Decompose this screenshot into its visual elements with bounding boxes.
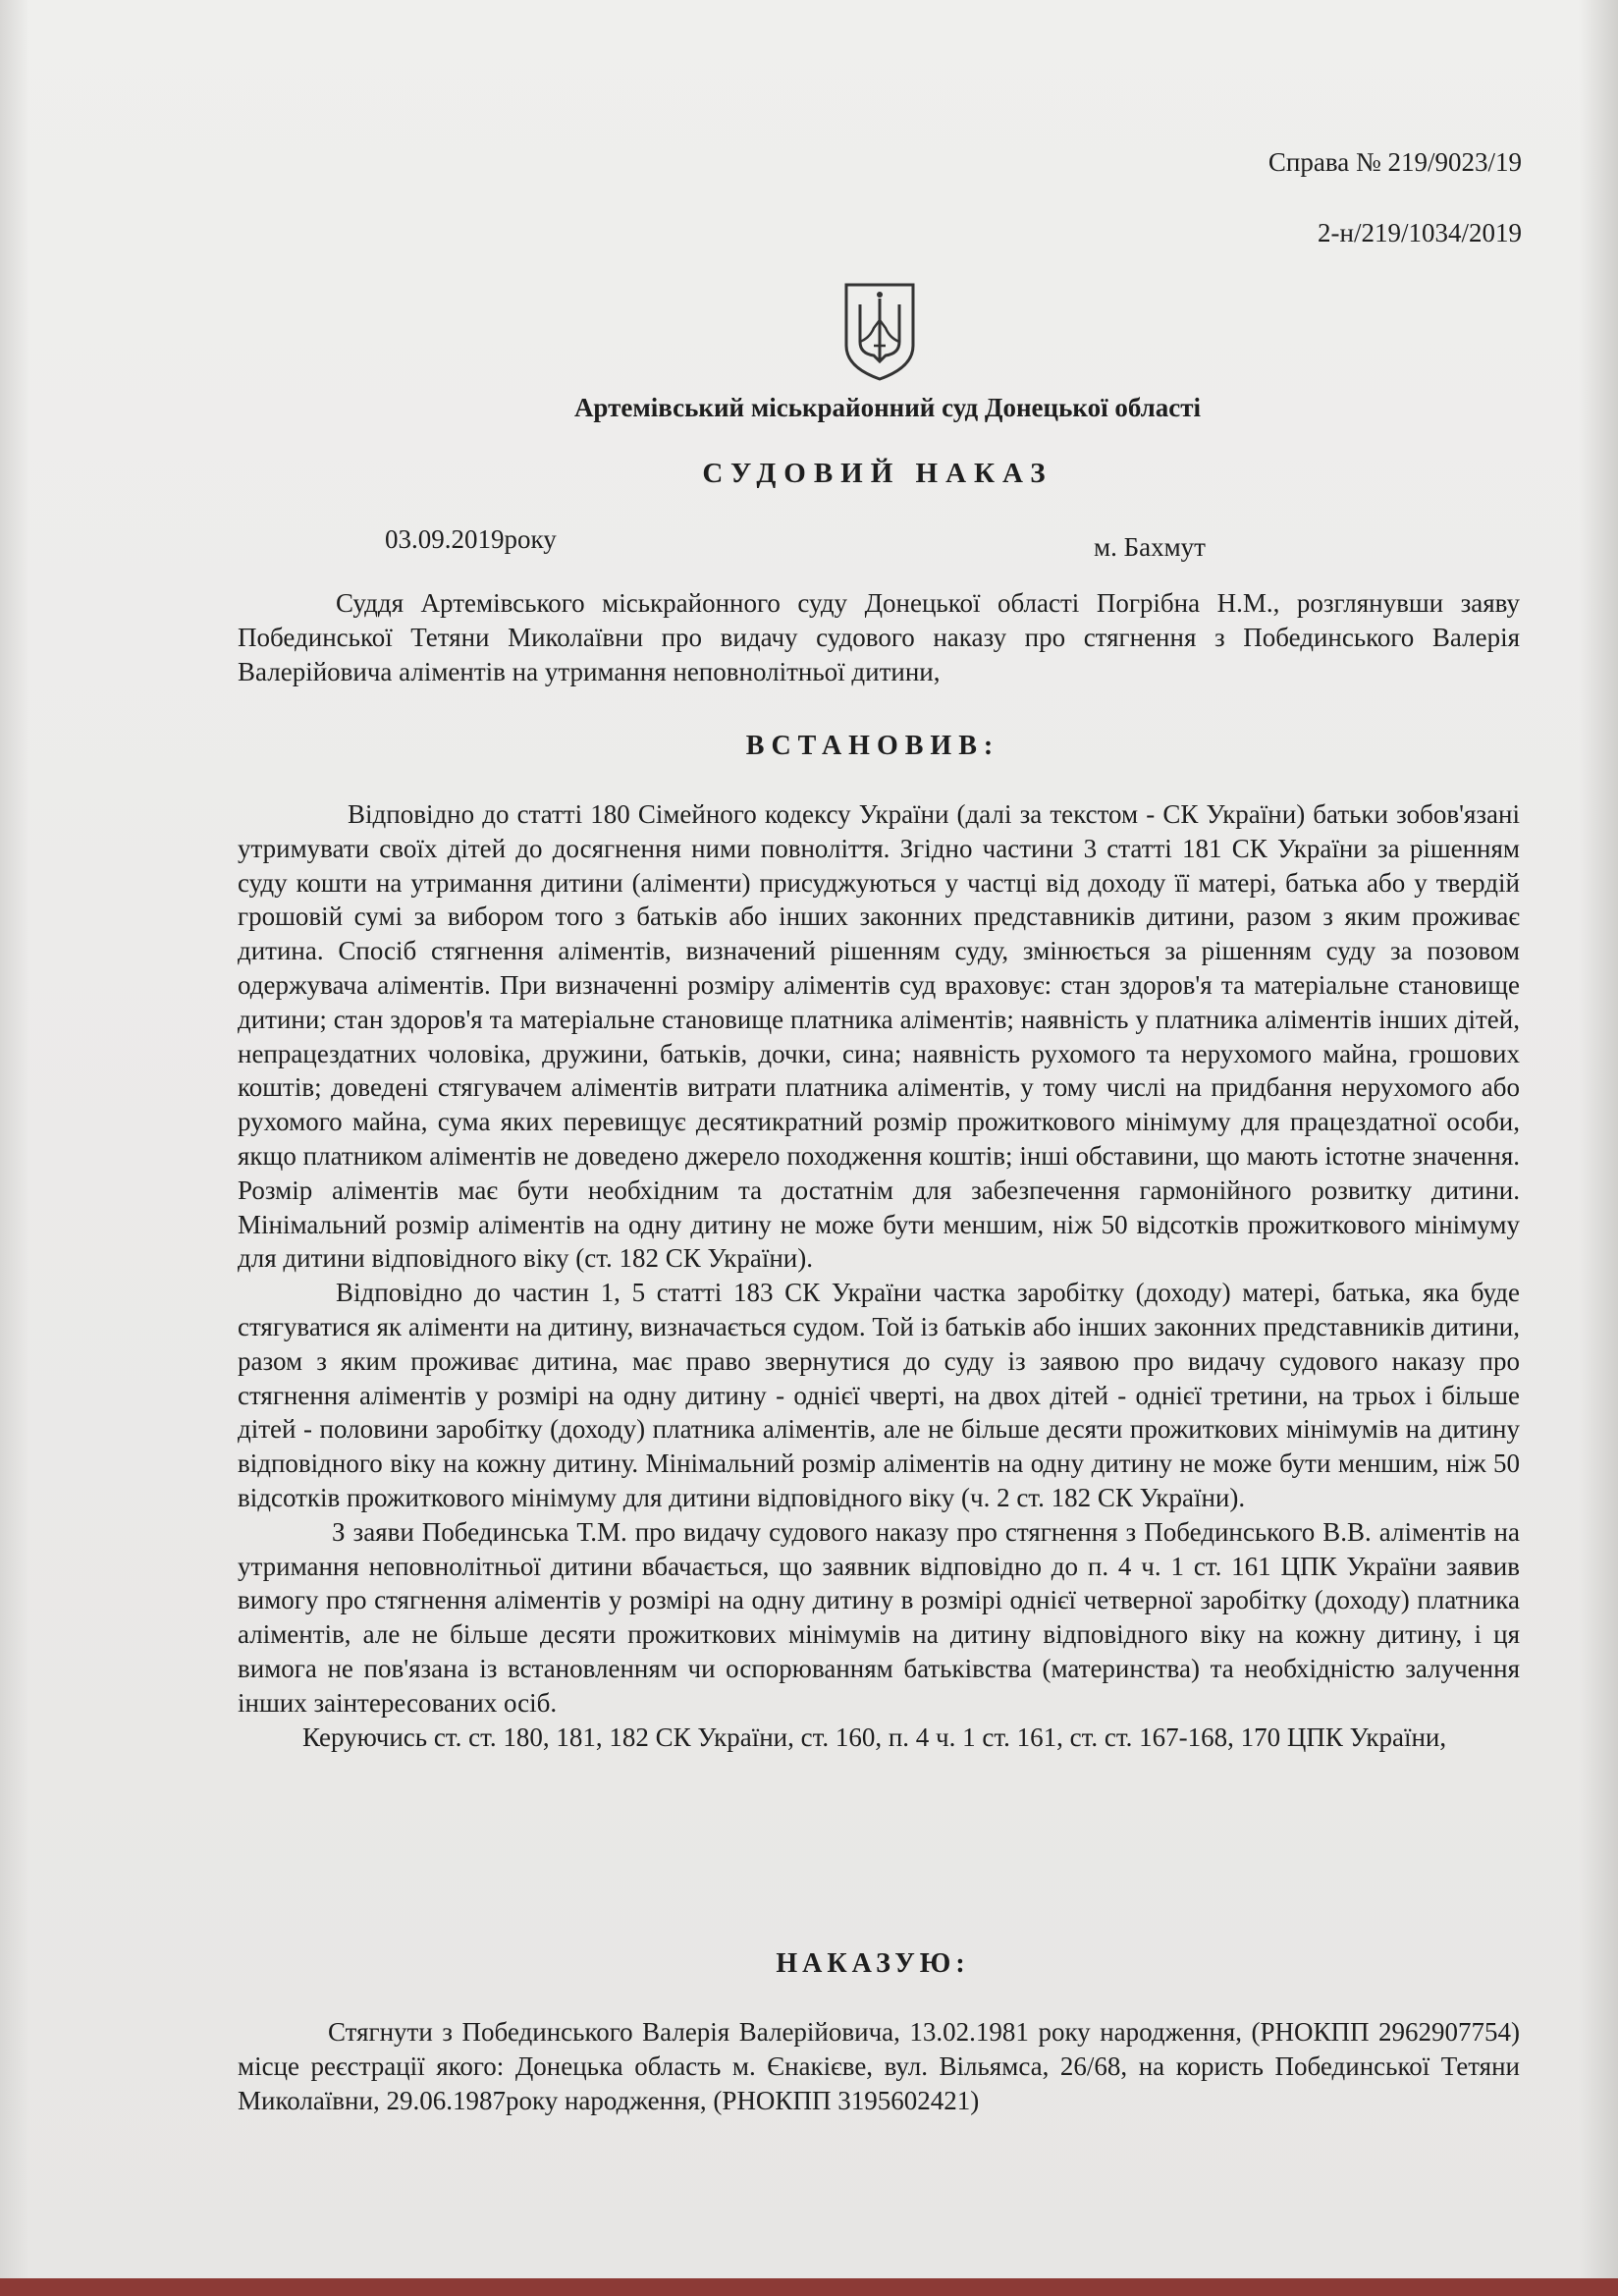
paragraph: З заяви Побединська Т.М. про видачу судового наказу про стягнення з Побединського В.В. аліментів на утримання неповнолітньої дитини вбачається, що заявник відповідно до п. 4 ч. 1 ст. 161 ЦПК України заявив вимогу про стягнення аліментів у розмірі на одну дитину в розмірі однієї четверної заробітку (доходу) платника аліментів, але не більше десяти прожиткових мінімумів на дитину відповідного віку на кожну дитину, і ця вимога не пов'язана із встановленням чи оспорюванням батьківства (материнства) та необхідністю залучення інших заінтересованих осіб. bbox=[238, 1516, 1520, 1718]
section-order-heading: НАКАЗУЮ: bbox=[776, 1948, 970, 1979]
established-section bbox=[238, 797, 1520, 1754]
document-date: 03.09.2019року bbox=[385, 524, 557, 554]
document-city: м. Бахмут bbox=[1094, 532, 1206, 562]
order-paragraph bbox=[238, 2015, 1520, 2117]
order-text: Стягнути з Побединського Валерія Валерійовича, 13.02.1981 року народження, (РНОКПП 2962907754) місце реєстрації якого: Донецька область м. Єнакієве, вул. Вільямса, 26/68, на користь Побединської Тетяни Миколаївни, 29.06.1987року народження, (РНОКПП 3195602421) bbox=[238, 2017, 1520, 2115]
document-title: СУДОВИЙ НАКАЗ bbox=[702, 458, 1053, 489]
paragraph: Керуючись ст. ст. 180, 181, 182 СК України, ст. 160, п. 4 ч. 1 ст. 161, ст. ст. 167-168, 170 ЦПК України, bbox=[302, 1722, 1447, 1752]
intro-text: Суддя Артемівського міськрайонного суду Донецької області Погрібна Н.М., розглянувши заяву Побединської Тетяни Миколаївни про видачу судового наказу про стягнення з Побединського Валерія Валерійовича аліментів на утримання неповнолітньої дитини, bbox=[238, 588, 1520, 686]
intro-paragraph bbox=[238, 586, 1520, 688]
paragraph: Відповідно до частин 1, 5 статті 183 СК України частка заробітку (доходу) матері, батька, яка буде стягуватися як аліменти на дитину, визначається судом. Той із батьків або інших законних представників дитини, разом з яким проживає дитина, має право звернутися до суду із заявою про видачу судового наказу про стягнення аліментів у розмірі на одну дитину - однієї чверті, на двох дітей - однієї третини, на трьох і більше дітей - половини заробітку (доходу) платника аліментів, але не більше десяти прожиткових мінімумів на дитину відповідного віку на кожну дитину. Мінімальний розмір аліментів на одну дитину не може бути меншим, ніж 50 відсотків прожиткового мінімуму для дитини відповідного віку (ч. 2 ст. 182 СК України). bbox=[238, 1278, 1520, 1512]
registration-number: 2-н/219/1034/2019 bbox=[1318, 218, 1522, 247]
coat-of-arms-icon bbox=[840, 281, 919, 383]
case-number: Справа № 219/9023/19 bbox=[1267, 147, 1522, 177]
paragraph: Відповідно до статті 180 Сімейного кодексу України (далі за текстом - СК України) батьки зобов'язані утримувати своїх дітей до досягнення ними повноліття. Згідно частини 3 статті 181 СК України за рішенням суду кошти на утримання дитини (аліменти) присуджуються у частці від доходу її матері, батька або у твердій грошовій сумі за вибором того з батьків або інших законних представників дитини, разом з яким проживає дитина. Спосіб стягнення аліментів, визначений рішенням суду, змінюється за рішенням суду за позовом одержувача аліментів. При визначенні розміру аліментів суд враховує: стан здоров'я та матеріальне становище дитини; стан здоров'я та матеріальне становище платника аліментів; наявність у платника аліментів інших дітей, непрацездатних чоловіка, дружини, батьків, дочки, сина; наявність рухомого та нерухомого майна, грошових коштів; доведені стягувачем аліментів витрати платника аліментів, у тому числі на придбання нерухомого або рухомого майна, сума яких перевищує десятикратний розмір прожиткового мінімуму для працездатної особи, якщо платником аліментів не доведено джерело походження коштів; інші обставини, що мають істотне значення. Розмір аліментів має бути необхідним та достатнім для забезпечення гармонійного розвитку дитини. Мінімальний розмір аліментів на одну дитину не може бути меншим, ніж 50 відсотків прожиткового мінімуму для дитини відповідного віку (ст. 182 СК України). bbox=[238, 799, 1520, 1274]
section-established-heading: ВСТАНОВИВ: bbox=[745, 731, 1000, 761]
court-name: Артемівський міськрайонний суд Донецької області bbox=[573, 393, 1202, 422]
